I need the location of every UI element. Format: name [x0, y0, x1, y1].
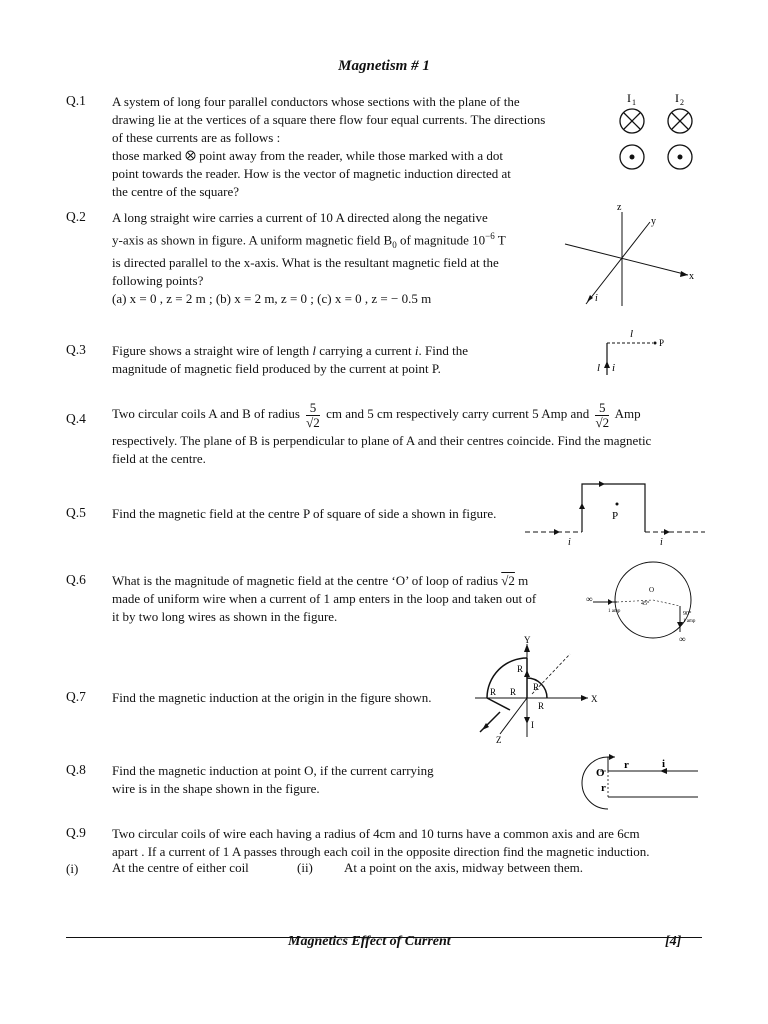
question-text-2	[112, 209, 552, 308]
q6-label-inf-bottom: ∞	[679, 634, 686, 644]
q8-figure	[580, 745, 705, 810]
q3-figure	[585, 325, 675, 380]
q7-label-y: Y	[524, 635, 531, 645]
q4-line	[112, 396, 712, 432]
q3-line	[112, 342, 552, 360]
q2-line: is directed parallel to the x-axis. What is the resultant magnetic field at the	[112, 254, 499, 270]
q7-label-i: I	[531, 720, 534, 730]
q5-label-p: P	[612, 510, 619, 522]
q6-line	[112, 572, 582, 590]
question-number-9: Q.9	[66, 825, 86, 840]
question-number-3: Q.3	[66, 342, 86, 357]
q7-label-r: R	[510, 687, 517, 697]
fraction-denominator: √2	[595, 414, 610, 430]
question-number-2: Q.2	[66, 209, 86, 224]
q1-line: of these currents are as follows :	[112, 130, 281, 145]
q1-figure	[600, 88, 720, 178]
q5-label-i-left: i	[568, 537, 571, 548]
cross-conductor-icon	[668, 109, 692, 133]
q3-line: magnitude of magnetic field produced by the current at point P.	[112, 361, 441, 376]
question-text-5	[112, 505, 496, 523]
q4-line: field at the centre.	[112, 451, 206, 466]
q3-text: carrying a current	[316, 343, 415, 358]
q1-line: point away from the reader, while those marked with a dot	[199, 148, 503, 163]
q5-square-figure	[520, 475, 710, 550]
q2-text: y-axis as shown in figure. A uniform magnetic field B	[112, 232, 393, 248]
q6-label-90: 90°	[683, 611, 692, 617]
q2-text: of magnitude 10	[396, 232, 486, 248]
q9-sub-ii-text: At a point on the axis, midway between them.	[344, 860, 584, 875]
q7-label-r: R	[538, 701, 545, 711]
q1-line: A system of long four parallel conductors whose sections with the plane of the	[112, 94, 520, 109]
q3-label-l-top: l	[630, 328, 634, 340]
q3-italic: l	[312, 343, 317, 358]
question-text-1	[112, 93, 582, 201]
fraction	[306, 401, 320, 430]
q9-sub-i-number: (i)	[66, 861, 79, 876]
q1-label-i2: I	[675, 91, 679, 105]
q8-label-r-top: r	[624, 759, 629, 771]
q4-line: respectively. The plane of B is perpendicular to plane of A and their centres coincide. Find the magnetic	[112, 433, 652, 448]
question-number-4: Q.4	[66, 411, 86, 426]
q9-line: Two circular coils of wire each having a radius of 4cm and 10 turns have a common axis and are 6cm	[112, 826, 640, 841]
footer-title: Magnetics Effect of Current	[288, 934, 451, 949]
q1-label-i1: I	[627, 91, 631, 105]
question-text-4	[112, 396, 712, 468]
q4-text: Amp	[614, 406, 641, 421]
q6-label-1amp-in: 1 amp	[608, 609, 621, 614]
q2-axes-figure	[560, 200, 700, 310]
q7-label-r: R	[533, 682, 540, 692]
q6-label-1amp-out: 1 amp	[683, 619, 696, 624]
q2-sup: −6	[485, 231, 495, 241]
q1-label-i1-sub: 1	[632, 98, 636, 107]
question-number-8: Q.8	[66, 762, 86, 777]
question-number-5: Q.5	[66, 505, 86, 520]
q1-line: the centre of the square?	[112, 184, 240, 199]
dot-conductor-icon	[668, 145, 692, 169]
question-number-7: Q.7	[66, 689, 86, 704]
question-text-3	[112, 342, 552, 378]
q2-line	[112, 227, 552, 254]
q3-label-i: i	[612, 362, 616, 374]
fraction-numerator: 5	[306, 401, 320, 416]
q2-sub: 0	[392, 239, 397, 250]
cross-circle-icon	[185, 150, 196, 161]
question-number-1: Q.1	[66, 93, 86, 108]
q3-text: Figure shows a straight wire of length	[112, 343, 313, 358]
q7-label-x: X	[591, 694, 598, 704]
q3-italic: i	[414, 343, 419, 358]
question-text-6	[112, 572, 582, 626]
q1-line: drawing lie at the vertices of a square there flow four equal currents. The directions	[112, 112, 546, 127]
footer-page-number: [4]	[665, 934, 682, 949]
q3-text: . Find the	[418, 343, 469, 358]
q5-line: Find the magnetic field at the centre P of square of side a shown in figure.	[112, 506, 497, 521]
question-number-6: Q.6	[66, 572, 86, 587]
q7-line: Find the magnetic induction at the origin in the figure shown.	[112, 690, 432, 705]
cross-conductor-icon	[620, 109, 644, 133]
dot-conductor-icon	[620, 145, 644, 169]
q7-label-r: R	[517, 664, 524, 674]
q2-label-y: y	[651, 216, 656, 227]
q6-sqrt: √2	[501, 573, 515, 588]
q2-line: following points?	[112, 272, 204, 288]
q5-label-i-right: i	[660, 537, 663, 548]
q8-label-i: i	[662, 758, 666, 770]
q1-those-marked: those marked	[112, 148, 182, 163]
q9-sub-i-text: At the centre of either coil	[112, 860, 249, 875]
q9-line: apart . If a current of 1 A passes through each coil in the opposite direction find the magnetic induction.	[112, 844, 650, 859]
q6-label-inf-left: ∞	[586, 594, 593, 604]
q6-line: made of uniform wire when a current of 1 amp enters in the loop and taken out of	[112, 591, 537, 606]
q1-label-i2-sub: 2	[680, 98, 684, 107]
question-text-9	[112, 825, 712, 861]
q8-label-r-side: r	[601, 782, 606, 794]
page-title: Magnetism # 1	[338, 58, 430, 74]
q6-text: What is the magnitude of magnetic field at the centre ‘O’ of loop of radius	[112, 573, 502, 588]
q1-line	[112, 147, 582, 165]
q2-line: A long straight wire carries a current of 10 A directed along the negative	[112, 210, 488, 225]
q7-label-z: Z	[496, 735, 502, 745]
q2-label-x: x	[689, 271, 694, 282]
q7-label-r: R	[490, 687, 497, 697]
q2-label-i: i	[595, 293, 598, 304]
q1-line: point towards the reader. How is the vector of magnetic induction directed at	[112, 166, 511, 181]
q8-line: wire is in the shape shown in the figure.	[112, 781, 320, 796]
fraction	[595, 401, 609, 430]
q6-label-o: O	[649, 586, 655, 594]
q8-label-o: O	[596, 767, 605, 779]
q2-text: T	[494, 232, 506, 248]
q6-label-45: 45°	[641, 601, 650, 607]
q6-line: it by two long wires as shown in the figure.	[112, 609, 338, 624]
fraction-numerator: 5	[595, 401, 609, 416]
fraction-denominator: √2	[306, 414, 320, 430]
q4-text: Two circular coils A and B of radius	[112, 406, 300, 421]
q3-label-l-left: l	[597, 362, 601, 374]
question-text-7	[112, 689, 432, 707]
q9-sub-ii-number: (ii)	[297, 860, 313, 875]
q2-line: (a) x = 0 , z = 2 m ; (b) x = 2 m, z = 0 ; (c) x = 0 , z = − 0.5 m	[112, 290, 432, 306]
question-text-8	[112, 762, 472, 798]
q8-line: Find the magnetic induction at point O, if the current carrying	[112, 763, 434, 778]
q4-text: cm and 5 cm respectively carry current 5 Amp and	[326, 406, 590, 421]
q3-label-p: P	[659, 338, 665, 348]
q7-figure	[470, 632, 610, 747]
q6-text: m	[514, 573, 529, 588]
q2-label-z: z	[617, 202, 622, 213]
